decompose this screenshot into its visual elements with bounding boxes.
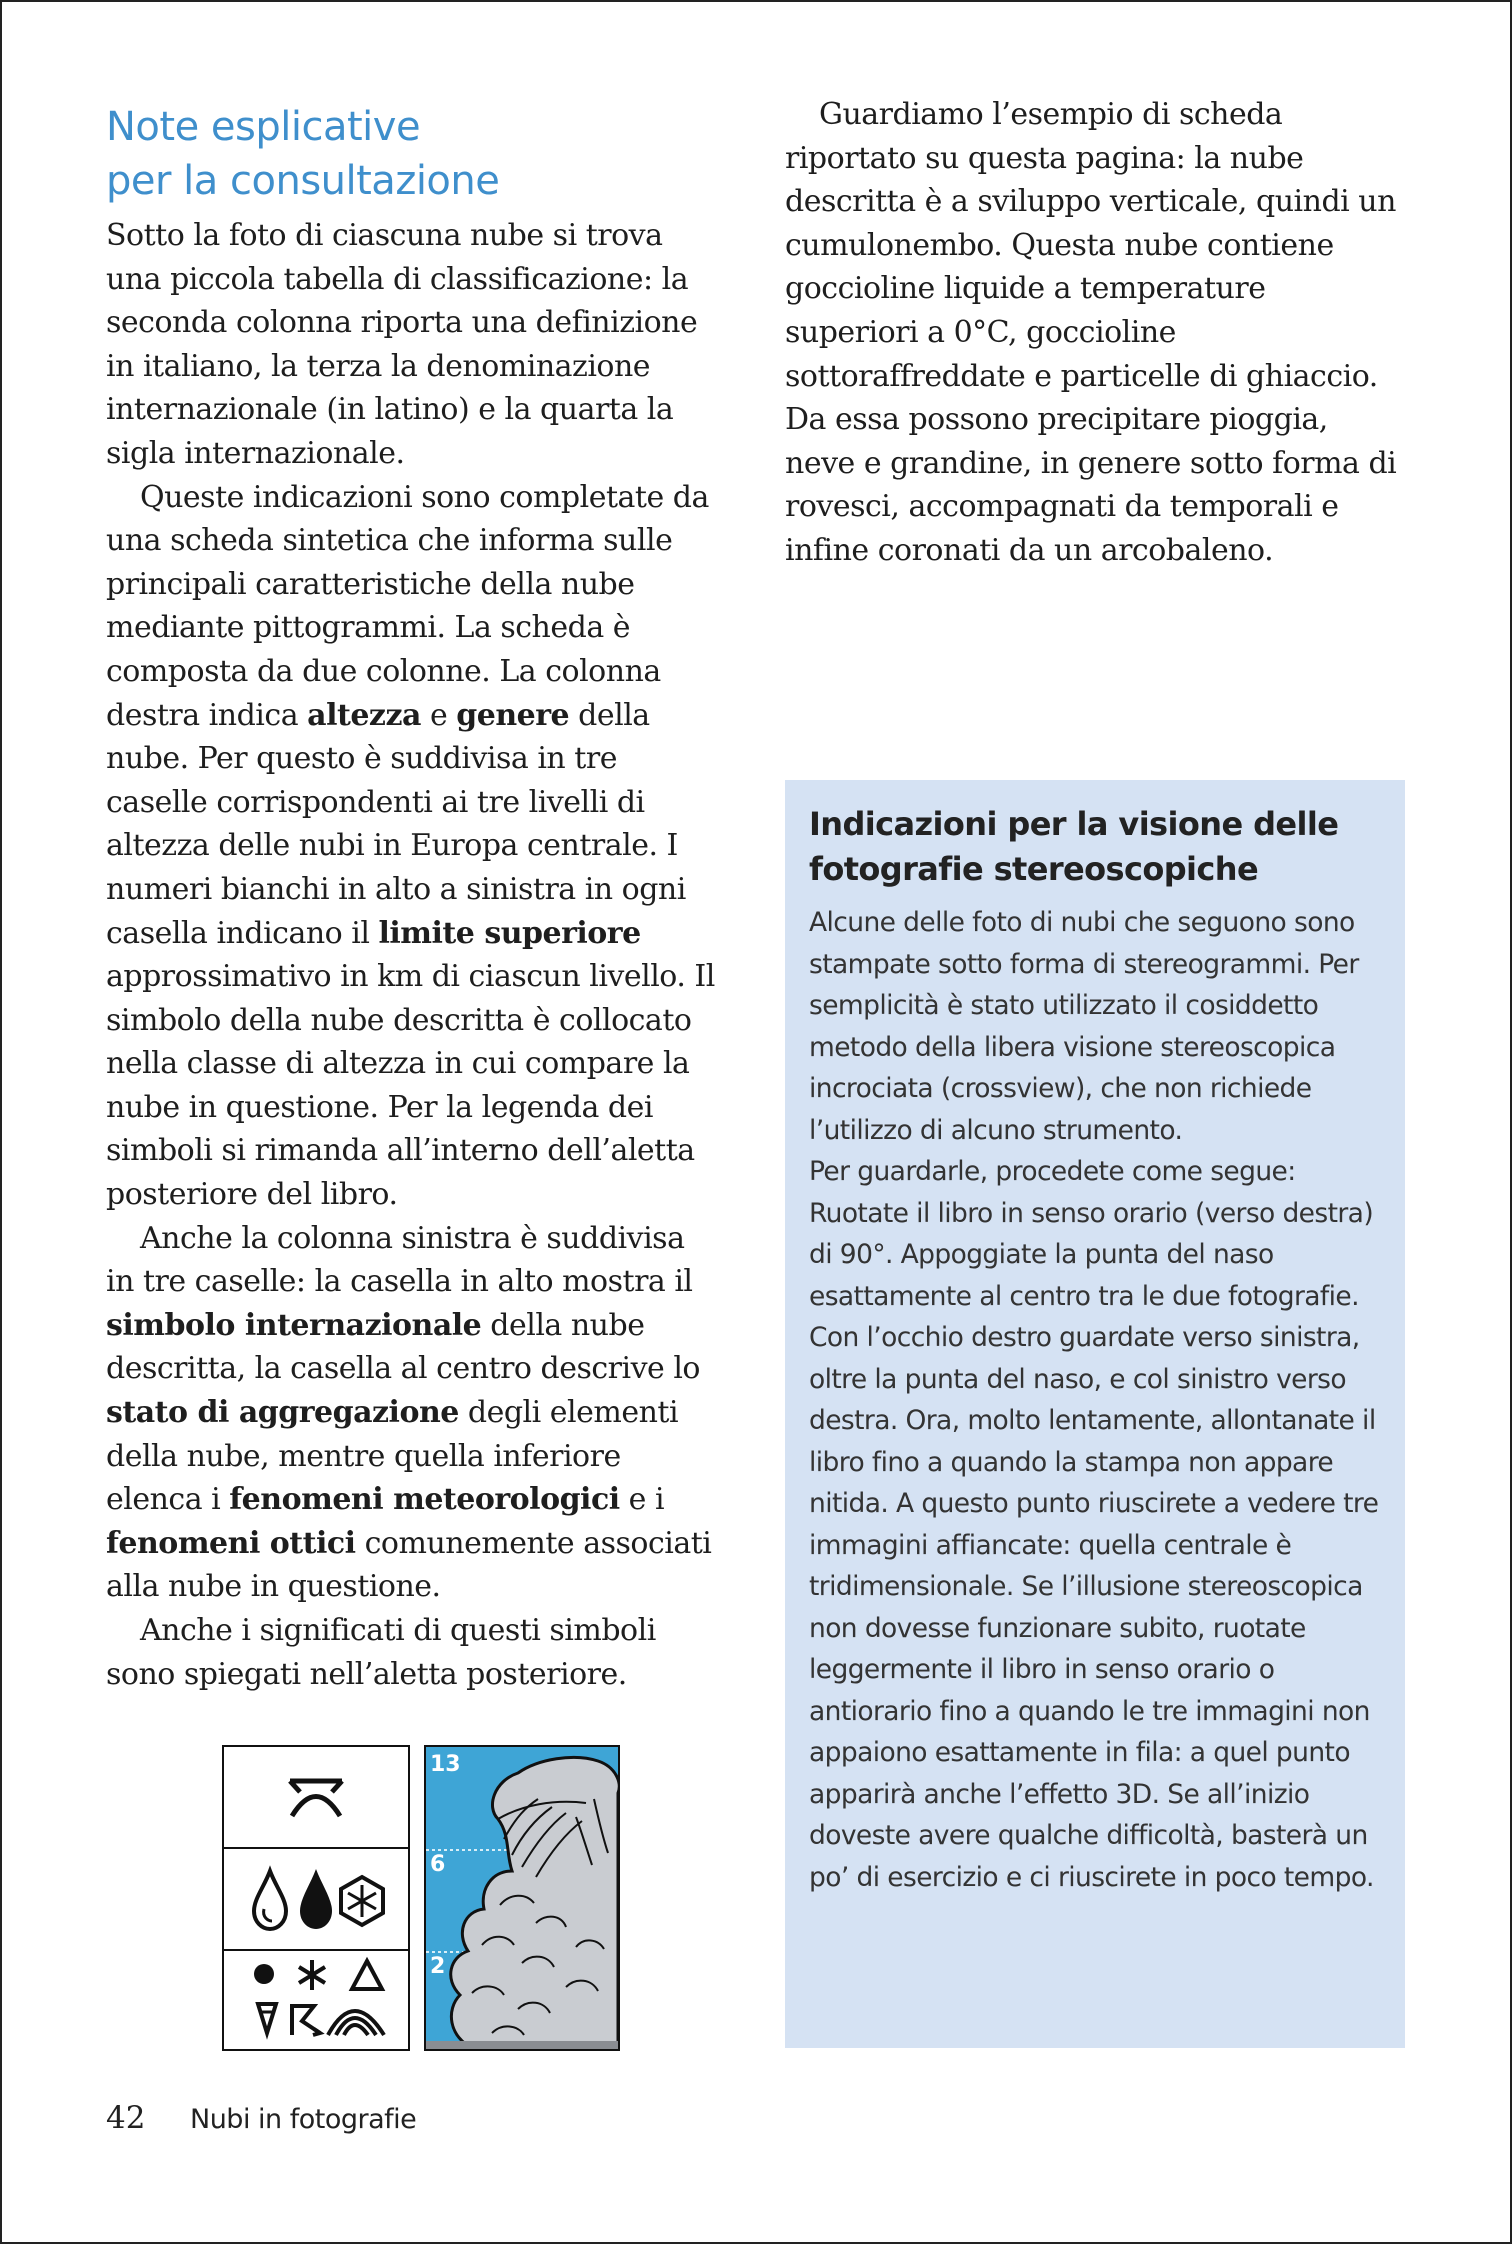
bold-stato-aggregazione: stato di aggregazione [106,1395,459,1431]
aggregation-state-cell [224,1847,408,1951]
paragraph-4: Anche i significati di questi simboli sono spiegati nell’aletta posteriore. [106,1613,656,1692]
right-paragraph: Guardiamo l’esempio di scheda riportato su questa pagina: la nube descritta è a sviluppo verticale, quindi un cumulonembo. Questa nube contiene goccioline liquide a temperature superiori a 0°C, goccioline sottoraffreddate e particelle di ghiaccio. Da essa possono precipitare pioggia, neve e grandine, in genere sotto forma di rovesci, accompagnati da temporali e infine coronati da un arcobaleno. [785,97,1397,568]
stereo-info-box [785,780,1405,2048]
page-number: 42 [106,2100,146,2136]
rainbow-icon [328,2011,384,2035]
right-column [785,93,1400,573]
cumulonimbus-symbol-icon [224,1747,408,1845]
rain-dot-icon [254,1964,274,1984]
info-box-title: Indicazioni per la visione delle fotografie stereoscopiche [809,805,1339,888]
ground-strip [426,2041,618,2049]
bold-simbolo-internazionale: simbolo internazionale [106,1307,482,1343]
running-title: Nubi in fotografie [190,2104,417,2135]
weather-phenomena-cell [224,1949,408,2049]
cloud-symbol-cell [224,1747,408,1849]
altitude-label-2: 2 [430,1954,446,1979]
symbol-table [222,1745,410,2051]
bold-genere: genere [456,697,570,733]
bold-limite-superiore: limite superiore [378,915,641,951]
altitude-label-13: 13 [430,1752,461,1777]
info-box-paragraph-2: Per guardarle, procedete come segue: Ruotate il libro in senso orario (verso destra) di 90°. Appoggiate la punta del naso esattamente al centro tra le due fotografie. Con l’occhio destro guardate verso sinistra, oltre la punta del naso, e col sinistro verso destra. Ora, molto lentamente, allontanate il libro fino a quando la stampa non appare nitida. A questo punto riuscirete a vedere tre immagini affiancate: quella centrale è tridimensionale. Se l’illusione stereoscopica non dovesse funzionare subito, ruotate leggermente il libro in senso orario o antiorario fino a quando le tre immagini non appaiono esattamente in fila: a quel punto apparirà anche l’effetto 3D. Se all’inizio doveste avere qualche difficoltà, basterà un po’ di esercizio e ci riuscirete in poco tempo. [809,1156,1379,1893]
ice-crystal-icon [341,1877,383,1925]
section-heading: Note esplicative per la consultazione [106,104,500,204]
shower-icon [258,2004,276,2033]
bold-altezza: altezza [307,697,421,733]
paragraph-2: Queste indicazioni sono completate da una scheda sintetica che informa sulle principali caratteristiche della nube mediante pittogrammi. La scheda è composta da due colonne. La colonna destra indica altezza e genere della nube. Per questo è suddivisa in tre caselle corrispondenti ai tre livelli di altezza delle nubi in Europa centrale. I numeri bianchi in alto a sinistra in ogni casella indicano il limite superiore approssimativo in km di ciascun livello. Il simbolo della nube descritta è collocato nella classe di altezza in cui compare la nube in questione. Per la legenda dei simboli si rimanda all’interno dell’aletta posteriore del libro. [106,479,715,1213]
bold-fenomeni-meteorologici: fenomeni meteorologici [229,1482,620,1518]
snow-star-icon [299,1960,325,1990]
thunderstorm-icon [292,2006,320,2035]
paragraph-3: Anche la colonna sinistra è suddivisa in tre caselle: la casella in alto mostra il simbolo internazionale della nube descritta, la casella al centro descrive lo stato di aggregazione degli elementi della nube, mentre quella inferiore elenca i fenomeni meteorologici e i fenomeni ottici comunemente associati alla nube in questione. [106,1220,712,1605]
bold-fenomeni-ottici: fenomeni ottici [106,1525,356,1561]
info-box-paragraph-1: Alcune delle foto di nubi che seguono sono stampate sotto forma di stereogrammi. Per semplicità è stato utilizzato il cosiddetto metodo della libera visione stereoscopica incrociata (crossview), che non richiede l’utilizzo di alcuno strumento. [809,907,1359,1146]
water-droplet-icon [254,1871,286,1929]
supercooled-droplet-icon [300,1869,332,1929]
left-column [106,100,721,1696]
paragraph-1: Sotto la foto di ciascuna nube si trova una piccola tabella di classificazione: la seconda colonna riporta una definizione in italiano, la terza la denominazione internazionale (in latino) e la quarta la sigla internazionale. [106,218,698,471]
altitude-panel [424,1745,620,2051]
hail-triangle-icon [352,1961,382,1989]
altitude-label-6: 6 [430,1852,446,1877]
